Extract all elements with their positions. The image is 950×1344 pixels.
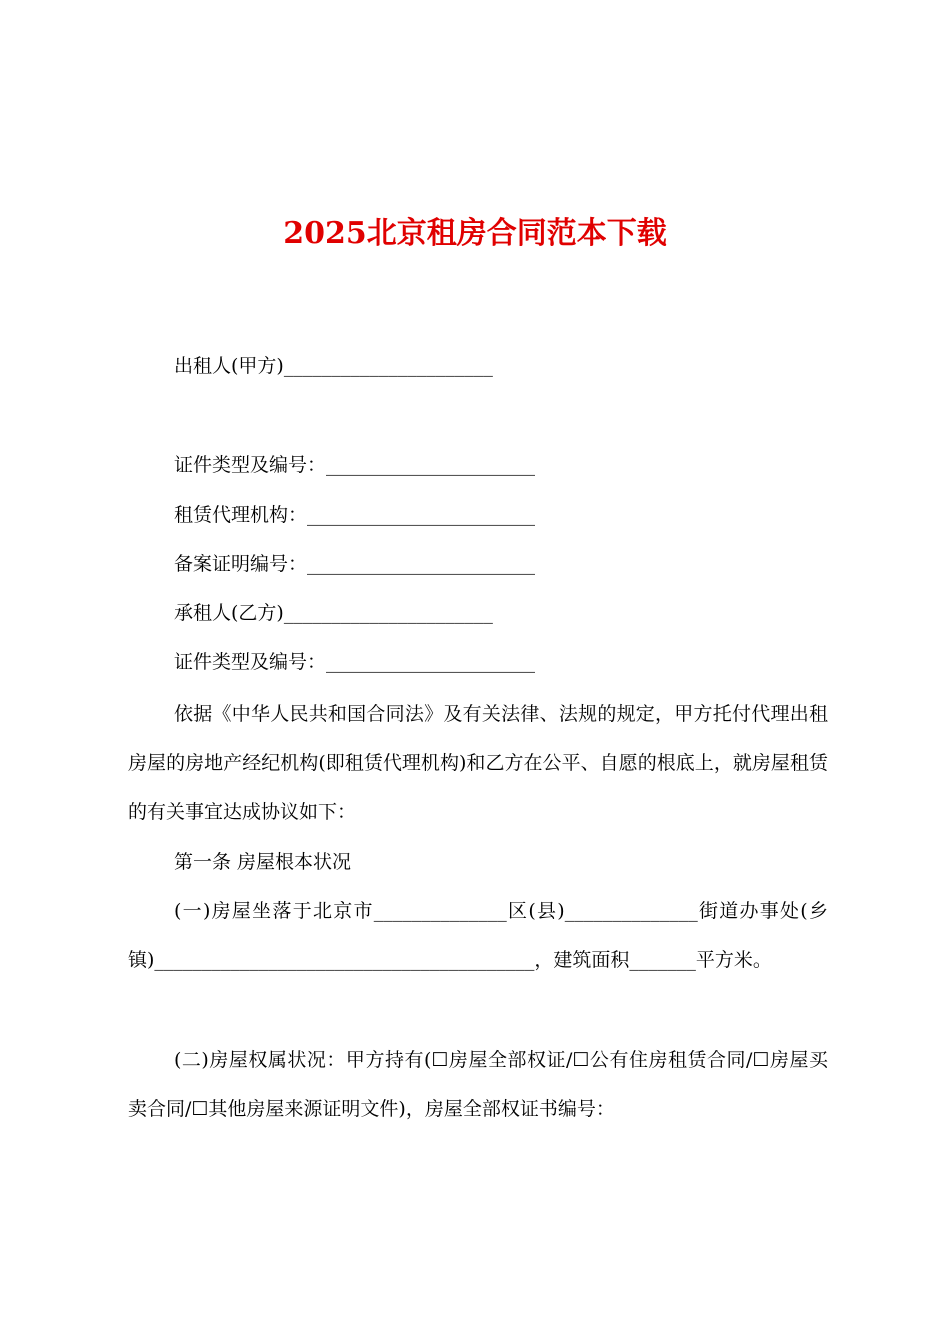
lessee-field: 承租人(乙方)______________________ xyxy=(174,602,493,624)
document-title: 2025北京租房合同范本下载 xyxy=(283,216,667,251)
agency-field: 租赁代理机构：________________________ xyxy=(174,504,536,526)
ownership-paragraph: (二)房屋权属状况：甲方持有(☐房屋全部权证/☐公有住房租赁合同/☐房屋买卖合同/☐其他房屋来源证明文件)，房屋全部权证书编号： xyxy=(128,1049,828,1120)
lessor-field: 出租人(甲方)______________________ xyxy=(174,355,493,377)
intro-paragraph: 依据《中华人民共和国合同法》及有关法律、法规的规定，甲方托付代理出租房屋的房地产经纪机构(即租赁代理机构)和乙方在公平、自愿的根底上，就房屋租赁的有关事宜达成协议如下： xyxy=(128,703,828,823)
article-one-heading: 第一条 房屋根本状况 xyxy=(174,851,352,873)
lessee-id-field: 证件类型及编号：______________________ xyxy=(174,651,536,673)
house-location-paragraph: (一)房屋坐落于北京市______________区(县)______________街道办事处(乡镇)________________________________________，建筑面积_______平方米。 xyxy=(128,900,828,971)
lessor-id-field: 证件类型及编号：______________________ xyxy=(174,454,536,476)
filing-number-field: 备案证明编号：________________________ xyxy=(174,553,536,575)
